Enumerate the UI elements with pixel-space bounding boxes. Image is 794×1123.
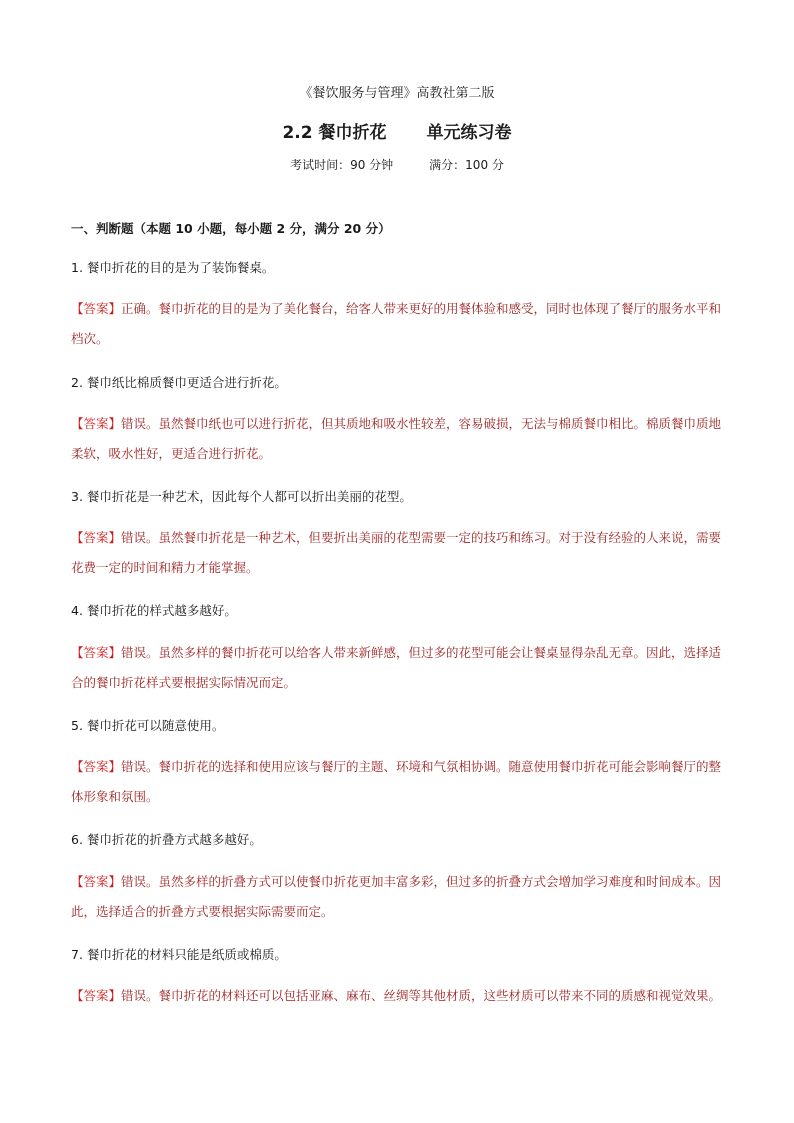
section-heading: 一、判断题（本题 10 小题，每小题 2 分，满分 20 分）	[71, 221, 391, 236]
answer-text: 正确。餐巾折花的目的是为了美化餐台，给客人带来更好的用餐体验和感受，同时也体现了餐厅的服务水平和档次。	[71, 301, 722, 346]
answer-6	[71, 867, 725, 927]
question-3: 3. 餐巾折花是一种艺术，因此每个人都可以折出美丽的花型。	[71, 489, 412, 504]
question-5: 5. 餐巾折花可以随意使用。	[71, 718, 225, 733]
answer-text: 错误。虽然餐巾折花是一种艺术，但要折出美丽的花型需要一定的技巧和练习。对于没有经验的人来说，需要花费一定的时间和精力才能掌握。	[71, 530, 722, 575]
answer-text: 错误。虽然多样的折叠方式可以使餐巾折花更加丰富多彩，但过多的折叠方式会增加学习难度和时间成本。因此，选择适合的折叠方式要根据实际需要而定。	[71, 874, 722, 919]
answer-tag: 【答案】	[71, 301, 122, 316]
question-6: 6. 餐巾折花的折叠方式越多越好。	[71, 832, 262, 847]
answer-tag: 【答案】	[71, 416, 122, 431]
answer-text: 错误。餐巾折花的材料还可以包括亚麻、麻布、丝绸等其他材质，这些材质可以带来不同的质感和视觉效果。	[121, 988, 722, 1003]
answer-tag: 【答案】	[71, 988, 122, 1003]
answer-text: 错误。虽然多样的餐巾折花可以给客人带来新鲜感，但过多的花型可能会让餐桌显得杂乱无章。因此，选择适合的餐巾折花样式要根据实际情况而定。	[71, 645, 722, 690]
exam-score: 满分：100 分	[429, 158, 504, 172]
answer-3	[71, 523, 725, 583]
answer-tag: 【答案】	[71, 874, 122, 889]
answer-text: 错误。虽然餐巾纸也可以进行折花，但其质地和吸水性较差，容易破损，无法与棉质餐巾相比。棉质餐巾质地柔软，吸水性好，更适合进行折花。	[71, 416, 722, 461]
title-subtitle: 单元练习卷	[426, 123, 512, 143]
page-title	[0, 118, 794, 143]
answer-tag: 【答案】	[71, 645, 122, 660]
question-1: 1. 餐巾折花的目的是为了装饰餐桌。	[71, 260, 275, 275]
answer-tag: 【答案】	[71, 530, 122, 545]
question-7: 7. 餐巾折花的材料只能是纸质或棉质。	[71, 947, 287, 962]
question-4: 4. 餐巾折花的样式越多越好。	[71, 603, 237, 618]
source-line: 《餐饮服务与管理》高教社第二版	[299, 86, 495, 101]
exam-time: 考试时间：90 分钟	[290, 158, 394, 172]
answer-5	[71, 752, 725, 812]
answer-7	[71, 981, 725, 1011]
answer-1	[71, 294, 725, 354]
answer-2	[71, 409, 725, 469]
question-2: 2. 餐巾纸比棉质餐巾更适合进行折花。	[71, 375, 287, 390]
answer-tag: 【答案】	[71, 759, 122, 774]
answer-4	[71, 638, 725, 698]
title-topic: 2.2 餐巾折花	[282, 123, 387, 143]
answer-text: 错误。餐巾折花的选择和使用应该与餐厅的主题、环境和气氛相协调。随意使用餐巾折花可能会影响餐厅的整体形象和氛围。	[71, 759, 722, 804]
exam-meta	[0, 156, 794, 173]
